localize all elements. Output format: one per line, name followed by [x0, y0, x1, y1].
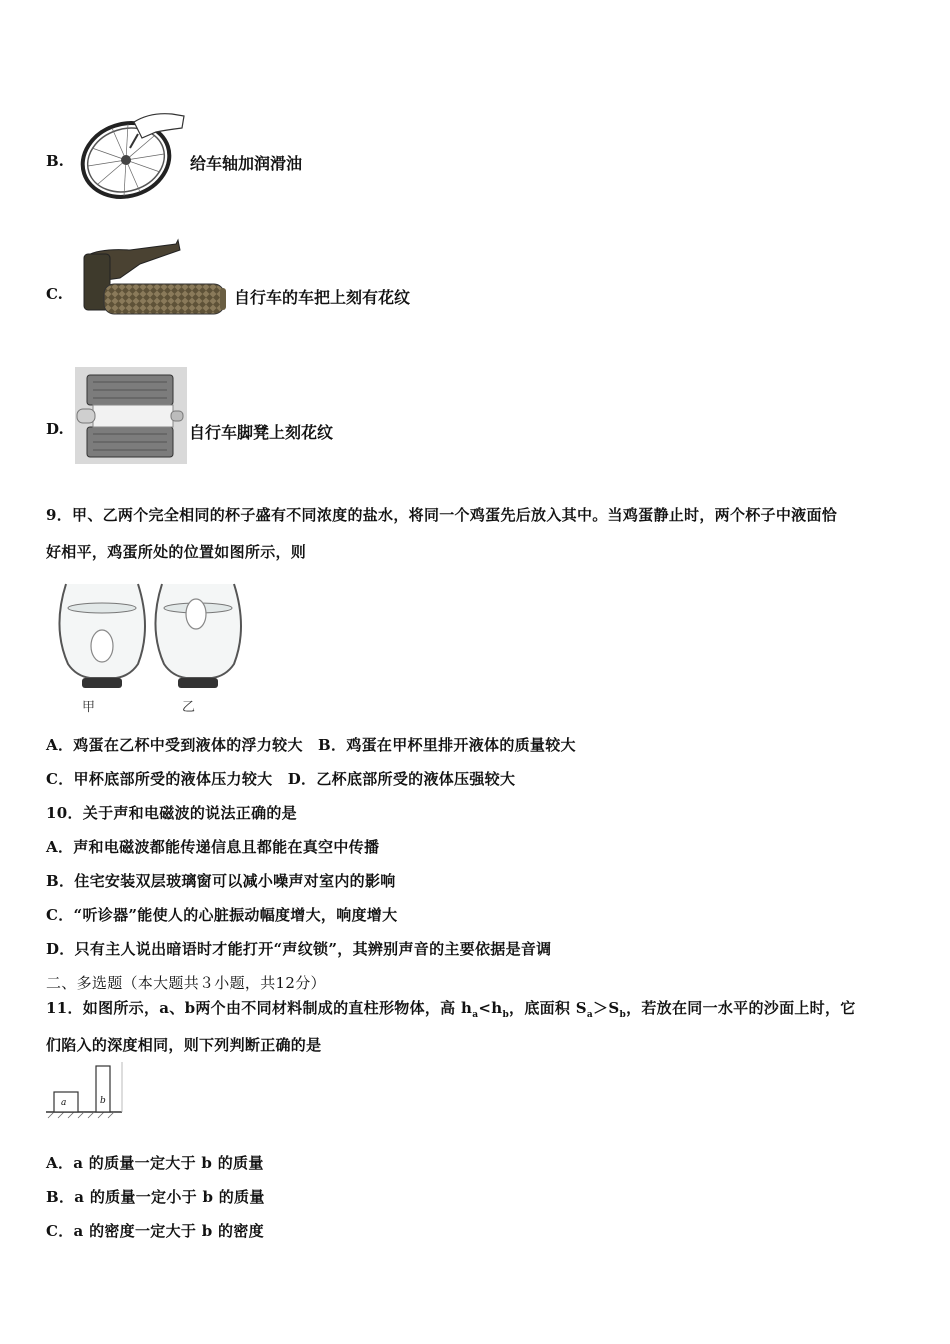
- q11-option-b: B．a 的质量一定小于 b 的质量: [46, 1188, 265, 1206]
- q11-stem-line1: 11．如图所示，a、b两个由不同材料制成的直柱形物体，高 $h_a<h_b$，底面积 $S_a>S_b$，若放在同一水平的沙面上时，它: [46, 999, 856, 1020]
- blocks-on-sand-figure: [46, 1062, 126, 1120]
- q11-option-a: A．a 的质量一定大于 b 的质量: [46, 1154, 264, 1172]
- q10-stem: 10．关于声和电磁波的说法正确的是: [46, 804, 297, 822]
- option-b-caption: 给车轴加润滑油: [190, 154, 303, 173]
- option-c-caption: 自行车的车把上刻有花纹: [234, 288, 411, 307]
- q11-option-c: C．a 的密度一定大于 b 的密度: [46, 1222, 264, 1240]
- cup-jia-icon: [59, 584, 145, 688]
- q9-options-line2: C．甲杯底部所受的液体压力较大 D．乙杯底部所受的液体压强较大: [46, 770, 516, 788]
- q11-stem-line2: 们陷入的深度相同，则下列判断正确的是: [46, 1036, 322, 1054]
- option-b-letter: B.: [46, 152, 64, 170]
- q10-option-c: C．“听诊器”能使人的心脏振动幅度增大，响度增大: [46, 906, 398, 924]
- cup-label-yi: 乙: [182, 700, 196, 715]
- section-heading: 二、多选题（本大题共３小题，共12分）: [46, 974, 326, 992]
- bicycle-handlebar-image: [80, 238, 230, 326]
- cup-label-jia: 甲: [82, 700, 96, 715]
- block-a-label: a: [61, 1098, 67, 1108]
- block-b-label: b: [100, 1096, 106, 1106]
- bicycle-pedal-image: [75, 367, 187, 464]
- cup-yi-icon: [155, 584, 241, 688]
- q9-stem-line2: 好相平，鸡蛋所处的位置如图所示，则: [46, 543, 307, 561]
- q9-options-line1: A．鸡蛋在乙杯中受到液体的浮力较大 B．鸡蛋在甲杯里排开液体的质量较大: [46, 736, 576, 754]
- q10-option-b: B．住宅安装双层玻璃窗可以减小噪声对室内的影响: [46, 872, 396, 890]
- option-c-letter: C.: [46, 285, 63, 303]
- egg-cups-figure: [50, 578, 250, 713]
- option-d-letter: D.: [46, 420, 64, 438]
- option-d-caption: 自行车脚凳上刻花纹: [189, 423, 334, 442]
- q10-option-a: A．声和电磁波都能传递信息且都能在真空中传播: [46, 838, 380, 856]
- q10-option-d: D．只有主人说出暗语时才能打开“声纹锁”，其辨别声音的主要依据是音调: [46, 940, 552, 958]
- q9-stem-line1: 9．甲、乙两个完全相同的杯子盛有不同浓度的盐水，将同一个鸡蛋先后放入其中。当鸡蛋静止时，两个杯子中液面恰: [46, 506, 838, 524]
- bicycle-wheel-image: [72, 108, 188, 204]
